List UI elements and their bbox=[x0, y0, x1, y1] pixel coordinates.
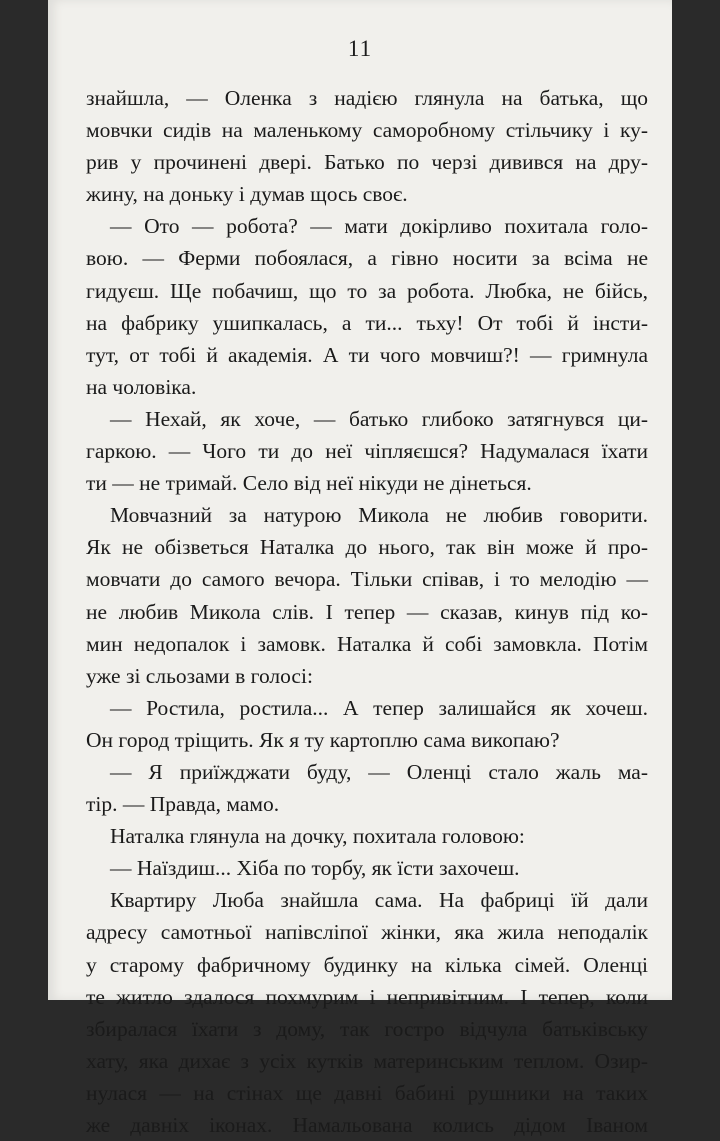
text-line: на фабрику ушипкалась, а ти... тьху! От тобі й інсти- bbox=[86, 310, 648, 335]
text-line: адресу самотньої напівсліпої жінки, яка жила неподалік bbox=[86, 920, 648, 945]
text-line: уже зі сльозами в голосі: bbox=[86, 663, 313, 688]
text-line: знайшла, — Оленка з надією глянула на батька, що bbox=[86, 86, 648, 110]
text-line: не любив Микола слів. І тепер — сказав, кинув під ко- bbox=[86, 599, 648, 624]
text-line: те житло здалося похмурим і непривітним. І тепер, коли bbox=[86, 984, 648, 1009]
text-line: у старому фабричному будинку на кілька сімей. Оленці bbox=[86, 952, 648, 977]
text-line: вою. — Ферми побоялася, а гівно носити за всіма не bbox=[86, 246, 648, 271]
text-line: мовчати до самого вечора. Тільки співав, і то мелодію — bbox=[86, 567, 648, 592]
text-line: мовчки сидів на маленькому саморобному стільчику і ку- bbox=[86, 118, 648, 143]
text-line: — Ото — робота? — мати докірливо похитала голо- bbox=[110, 214, 648, 239]
page-number: 11 bbox=[347, 36, 373, 61]
text-line: — Я приїжджати буду, — Оленці стало жаль ма- bbox=[110, 759, 648, 784]
text-line: на чоловіка. bbox=[86, 374, 197, 399]
text-line: Мовчазний за натурою Микола не любив говорити. bbox=[110, 503, 648, 528]
text-line: Квартиру Люба знайшла сама. На фабриці їй дали bbox=[110, 888, 648, 913]
text-line: Як не обізветься Наталка до нього, так він може й про- bbox=[86, 535, 648, 560]
text-line: гидуєш. Ще побачиш, що то за робота. Любка, не бійсь, bbox=[86, 278, 648, 303]
body-text bbox=[86, 82, 648, 1141]
text-line: мин недопалок і замовк. Наталка й собі замовкла. Потім bbox=[86, 631, 648, 656]
book-page bbox=[48, 0, 672, 1137]
text-line: же давніх іконах. Намальована колись дідом Іваном bbox=[86, 1113, 648, 1137]
text-line: жину, на доньку і думав щось своє. bbox=[86, 182, 408, 207]
text-line: гаркою. — Чого ти до неї чіпляєшся? Надумалася їхати bbox=[86, 439, 648, 464]
text-line: Наталка глянула на дочку, похитала головою: bbox=[110, 824, 525, 849]
text-line: — Ростила, ростила... А тепер залишайся як хочеш. bbox=[110, 695, 648, 720]
text-line: збиралася їхати з дому, так гостро відчула батьківську bbox=[86, 1016, 648, 1041]
text-line: рив у прочинені двері. Батько по черзі дивився на дру- bbox=[86, 150, 648, 175]
text-line: Он город тріщить. Як я ту картоплю сама викопаю? bbox=[86, 727, 560, 752]
text-line: хату, яка дихає з усіх кутків материнським теплом. Озир- bbox=[86, 1048, 648, 1073]
text-line: тір. — Правда, мамо. bbox=[86, 792, 280, 817]
text-line: тут, от тобі й академія. А ти чого мовчиш?! — гримнула bbox=[86, 342, 648, 367]
text-line: — Наїздиш... Хіба по торбу, як їсти захочеш. bbox=[110, 856, 520, 881]
text-line: — Нехай, як хоче, — батько глибоко затягнувся ци- bbox=[110, 406, 648, 431]
text-line: ти — не тримай. Село від неї нікуди не дінеться. bbox=[86, 471, 532, 496]
text-line: нулася — на стінах ще давні бабині рушники на таких bbox=[86, 1080, 648, 1105]
